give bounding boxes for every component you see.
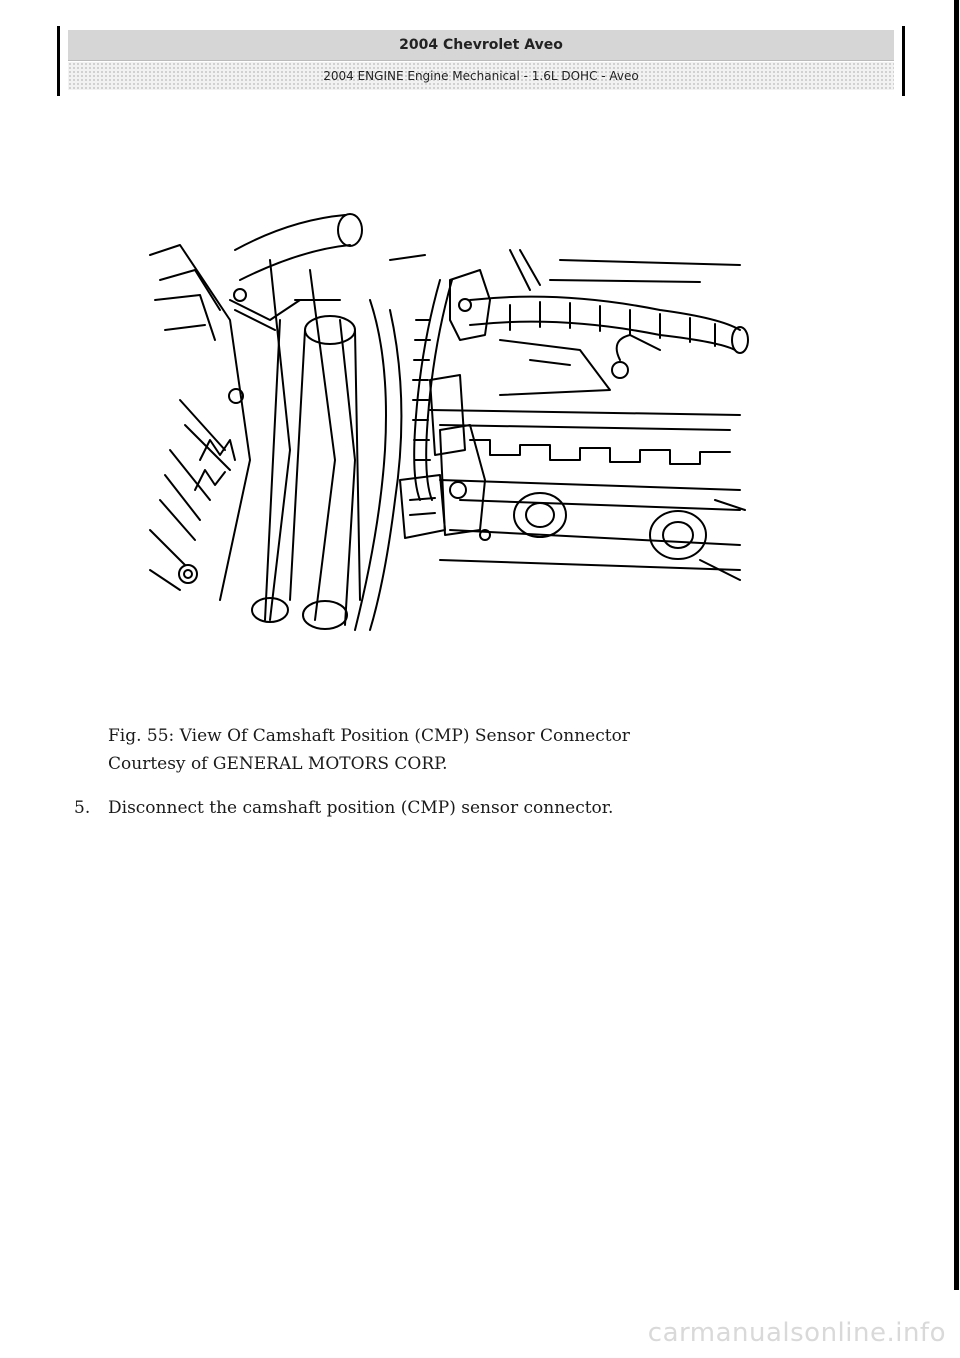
caption-title: Fig. 55: View Of Camshaft Position (CMP) Sensor Connector [108, 726, 630, 746]
radiator-hose [235, 214, 401, 630]
site-watermark: carmanualsonline.info [647, 1318, 946, 1348]
page-edge-rule [954, 0, 959, 1290]
procedure-step [74, 794, 613, 822]
header-subtitle: 2004 ENGINE Engine Mechanical - 1.6L DOHC - Aveo [68, 62, 894, 90]
caption-credit: Courtesy of GENERAL MOTORS CORP. [108, 754, 448, 774]
hose-clamp [230, 289, 300, 330]
figure-caption [108, 722, 630, 778]
step-number: 5. [74, 798, 91, 818]
step-text: Disconnect the camshaft position (CMP) sensor connector. [108, 798, 614, 818]
header-divider [68, 60, 894, 61]
engine-illustration [140, 200, 760, 650]
wiring-harness [413, 280, 748, 500]
page-header [57, 26, 905, 96]
header-title: 2004 Chevrolet Aveo [68, 30, 894, 60]
